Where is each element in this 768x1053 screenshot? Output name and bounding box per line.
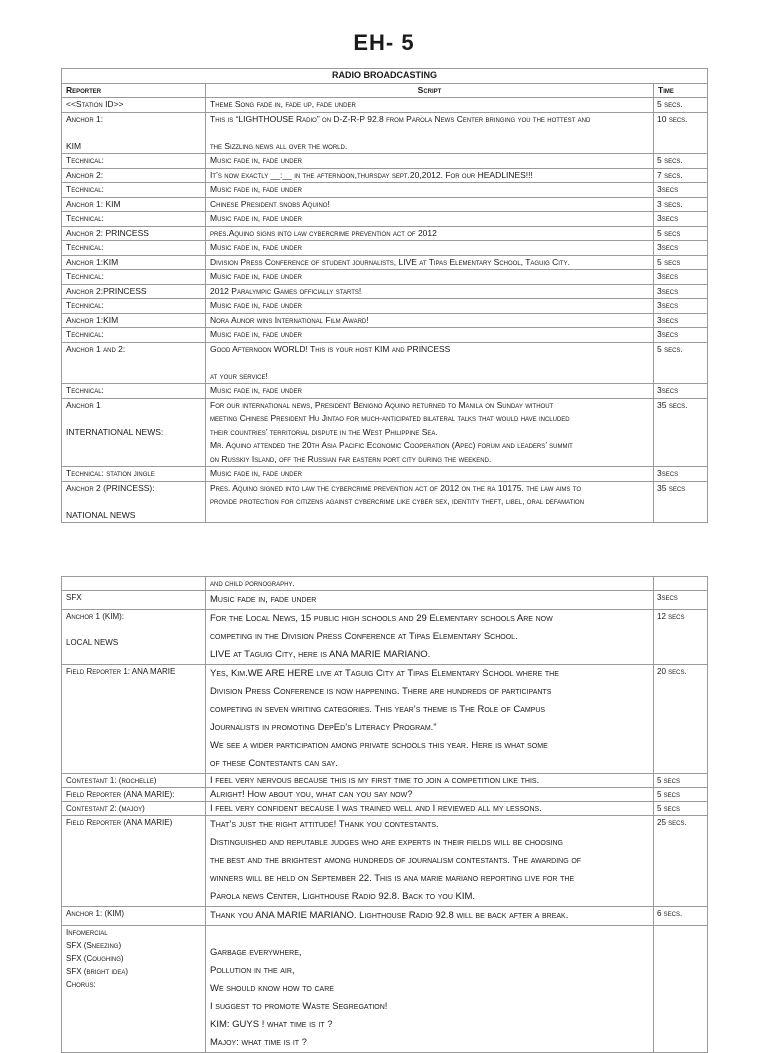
time-cell: 12 secs xyxy=(654,610,708,665)
table-row xyxy=(62,154,708,169)
table-row xyxy=(62,467,708,482)
header-reporter: Reporter xyxy=(62,83,206,98)
table-row xyxy=(62,197,708,212)
time-cell: 5 secs xyxy=(654,255,708,270)
table-row xyxy=(62,313,708,328)
script-cell: Theme Song fade in, fade up, fade under xyxy=(206,98,654,113)
reporter-cell: Anchor 2: PRINCESS xyxy=(62,226,206,241)
reporter-cell: Contestant 2: (majoy) xyxy=(62,802,206,816)
reporter-cell: Technical: station jingle xyxy=(62,467,206,482)
script-cell: I feel very nervous because this is my first time to join a competition like this. xyxy=(206,774,654,788)
time-cell: 6 secs. xyxy=(654,907,708,926)
table-row xyxy=(62,98,708,113)
time-cell: 3secs xyxy=(654,270,708,285)
header-time: Time xyxy=(654,83,708,98)
script-cell: Music fade in, fade under xyxy=(206,212,654,227)
script-cell: Yes, Kim.WE ARE HERE live at Taguig City at Tipas Elementary School where the Division Press Conference is now happening. There are hundreds of participants competing in seven writing categories. This year’s theme is The Role of Campus Journalists in promoting DepEd’s Literacy Program.” We see a wider participation among private schools this year. Here is what some of these Contestants can say. xyxy=(206,665,654,774)
reporter-cell: Technical: xyxy=(62,384,206,399)
script-cell: That’s just the right attitude! Thank you contestants. Distinguished and reputable judges who are experts in their fields will be choosing the best and the brightest among hundreds of journalism contestants. The awarding of winners will be held on September 22. This is ana marie mariano reporting live for the Parola news Center, Lighthouse Radio 92.8. Back to you KIM. xyxy=(206,816,654,907)
reporter-cell: Technical: xyxy=(62,212,206,227)
table-row xyxy=(62,591,708,610)
time-cell: 5 secs. xyxy=(654,98,708,113)
time-cell: 3secs xyxy=(654,313,708,328)
table-row xyxy=(62,342,708,384)
time-cell: 3secs xyxy=(654,284,708,299)
radio-script-table xyxy=(61,68,708,523)
radio-script-table-continued xyxy=(61,576,708,1053)
table-title: RADIO BROADCASTING xyxy=(62,69,708,84)
script-cell: I feel very confident because I was trained well and I reviewed all my lessons. xyxy=(206,802,654,816)
time-cell xyxy=(654,577,708,591)
script-cell: Music fade in, fade under xyxy=(206,270,654,285)
time-cell: 10 secs. xyxy=(654,112,708,154)
reporter-cell: Anchor 1 (KIM): LOCAL NEWS xyxy=(62,610,206,665)
table-row xyxy=(62,816,708,907)
table-row xyxy=(62,481,708,523)
table-row xyxy=(62,328,708,343)
table-row xyxy=(62,112,708,154)
table-row xyxy=(62,299,708,314)
script-cell: Music fade in, fade under xyxy=(206,183,654,198)
time-cell: 5 secs xyxy=(654,788,708,802)
time-cell: 3secs xyxy=(654,467,708,482)
time-cell: 5 secs xyxy=(654,774,708,788)
script-cell: Music fade in, fade under xyxy=(206,299,654,314)
reporter-cell: Anchor 2 (PRINCESS): NATIONAL NEWS xyxy=(62,481,206,523)
table-row xyxy=(62,577,708,591)
reporter-cell: Anchor 1:KIM xyxy=(62,313,206,328)
time-cell: 35 secs. xyxy=(654,398,708,467)
script-cell: Music fade in, fade under xyxy=(206,384,654,399)
table-row xyxy=(62,398,708,467)
table-row xyxy=(62,907,708,926)
document-title: EH- 5 xyxy=(353,30,415,55)
reporter-cell: Field Reporter (ANA MARIE) xyxy=(62,816,206,907)
reporter-cell: Technical: xyxy=(62,299,206,314)
reporter-cell: Field Reporter 1: ANA MARIE xyxy=(62,665,206,774)
script-cell: It’s now exactly __:__ in the afternoon,thursday sept.20,2012. For our HEADLINES!!! xyxy=(206,168,654,183)
table-row xyxy=(62,212,708,227)
time-cell: 3secs xyxy=(654,328,708,343)
table-row xyxy=(62,802,708,816)
time-cell xyxy=(654,926,708,1053)
table-row xyxy=(62,241,708,256)
reporter-cell: <<Station ID>> xyxy=(62,98,206,113)
table-row xyxy=(62,665,708,774)
reporter-cell: Technical: xyxy=(62,183,206,198)
time-cell: 3secs xyxy=(654,212,708,227)
time-cell: 3secs xyxy=(654,384,708,399)
time-cell: 3secs xyxy=(654,299,708,314)
script-cell: Music fade in, fade under xyxy=(206,328,654,343)
script-cell: Music fade in, fade under xyxy=(206,241,654,256)
reporter-cell: Technical: xyxy=(62,241,206,256)
time-cell: 3secs xyxy=(654,241,708,256)
time-cell: 35 secs xyxy=(654,481,708,523)
reporter-cell: SFX xyxy=(62,591,206,610)
table-row xyxy=(62,168,708,183)
reporter-cell: Anchor 1: (KIM) xyxy=(62,907,206,926)
time-cell: 3secs xyxy=(654,183,708,198)
table-row xyxy=(62,183,708,198)
table-row xyxy=(62,788,708,802)
reporter-cell: Anchor 1: KIM xyxy=(62,197,206,212)
reporter-cell: Contestant 1: (rochelle) xyxy=(62,774,206,788)
reporter-cell: Anchor 2: xyxy=(62,168,206,183)
reporter-cell: Technical: xyxy=(62,270,206,285)
script-cell: Division Press Conference of student journalists, LIVE at Tipas Elementary School, Taguig City. xyxy=(206,255,654,270)
header-script: Script xyxy=(206,83,654,98)
table-row xyxy=(62,270,708,285)
time-cell: 25 secs. xyxy=(654,816,708,907)
table-row xyxy=(62,774,708,788)
reporter-cell xyxy=(62,577,206,591)
table-row xyxy=(62,610,708,665)
script-cell: Alright! How about you, what can you say now? xyxy=(206,788,654,802)
table-row xyxy=(62,384,708,399)
reporter-cell: Anchor 1 INTERNATIONAL NEWS: xyxy=(62,398,206,467)
script-cell: Chinese President snobs Aquino! xyxy=(206,197,654,212)
script-cell: Music fade in, fade under xyxy=(206,467,654,482)
script-cell: Thank you ANA MARIE MARIANO. Lighthouse Radio 92.8 will be back after a break. xyxy=(206,907,654,926)
script-cell: and child pornography. xyxy=(206,577,654,591)
time-cell: 5 secs. xyxy=(654,154,708,169)
table-row xyxy=(62,226,708,241)
script-cell: Pres. Aquino signed into law the cybercrime prevention act of 2012 on the ra 10175. the law aims to provide protection for citizens against cybercrime like cyber sex, identity theft, libel, oral defamation xyxy=(206,481,654,523)
time-cell: 3secs xyxy=(654,591,708,610)
script-cell: Garbage everywhere, Pollution in the air, We should know how to care I suggest to promote Waste Segregation! KIM: GUYS ! what time is it ? Majoy: what time is it ? xyxy=(206,926,654,1053)
script-cell: This is “LIGHTHOUSE Radio” on D-Z-R-P 92.8 from Parola News Center bringing you the hottest and the Sizzling news all over the world. xyxy=(206,112,654,154)
script-cell: 2012 Paralympic Games officially starts! xyxy=(206,284,654,299)
reporter-cell: Infomercial SFX (Sneezing) SFX (Coughing) SFX (bright idea) Chorus: xyxy=(62,926,206,1053)
time-cell: 5 secs xyxy=(654,802,708,816)
reporter-cell: Anchor 1: KIM xyxy=(62,112,206,154)
time-cell: 3 secs. xyxy=(654,197,708,212)
reporter-cell: Anchor 1 and 2: xyxy=(62,342,206,384)
time-cell: 20 secs. xyxy=(654,665,708,774)
time-cell: 7 secs. xyxy=(654,168,708,183)
reporter-cell: Technical: xyxy=(62,328,206,343)
time-cell: 5 secs xyxy=(654,226,708,241)
table-row xyxy=(62,255,708,270)
script-cell: Music fade in, fade under xyxy=(206,154,654,169)
script-cell: Nora Aunor wins International Film Award! xyxy=(206,313,654,328)
script-cell: Good Afternoon WORLD! This is your host KIM and PRINCESS at your service! xyxy=(206,342,654,384)
script-cell: For our international news, President Benigno Aquino returned to Manila on Sunday without meeting Chinese President Hu Jintao for much-anticipated bilateral talks that would have included their countries’ territorial dispute in the West Philippine Sea. Mr. Aquino attended the 20th Asia Pacific Economic Cooperation (Apec) forum and leaders’ summit on Russkiy Island, off the Russian far eastern port city during the weekend. xyxy=(206,398,654,467)
script-cell: For the Local News, 15 public high schools and 29 Elementary schools Are now competing in the Division Press Conference at Tipas Elementary School. LIVE at Taguig City, here is ANA MARIE MARIANO. xyxy=(206,610,654,665)
time-cell: 5 secs. xyxy=(654,342,708,384)
reporter-cell: Anchor 1:KIM xyxy=(62,255,206,270)
script-cell: Music fade in, fade under xyxy=(206,591,654,610)
reporter-cell: Technical: xyxy=(62,154,206,169)
table-row xyxy=(62,284,708,299)
reporter-cell: Anchor 2:PRINCESS xyxy=(62,284,206,299)
script-cell: pres.Aquino signs into law cybercrime prevention act of 2012 xyxy=(206,226,654,241)
reporter-cell: Field Reporter (ANA MARIE): xyxy=(62,788,206,802)
table-row xyxy=(62,926,708,1053)
